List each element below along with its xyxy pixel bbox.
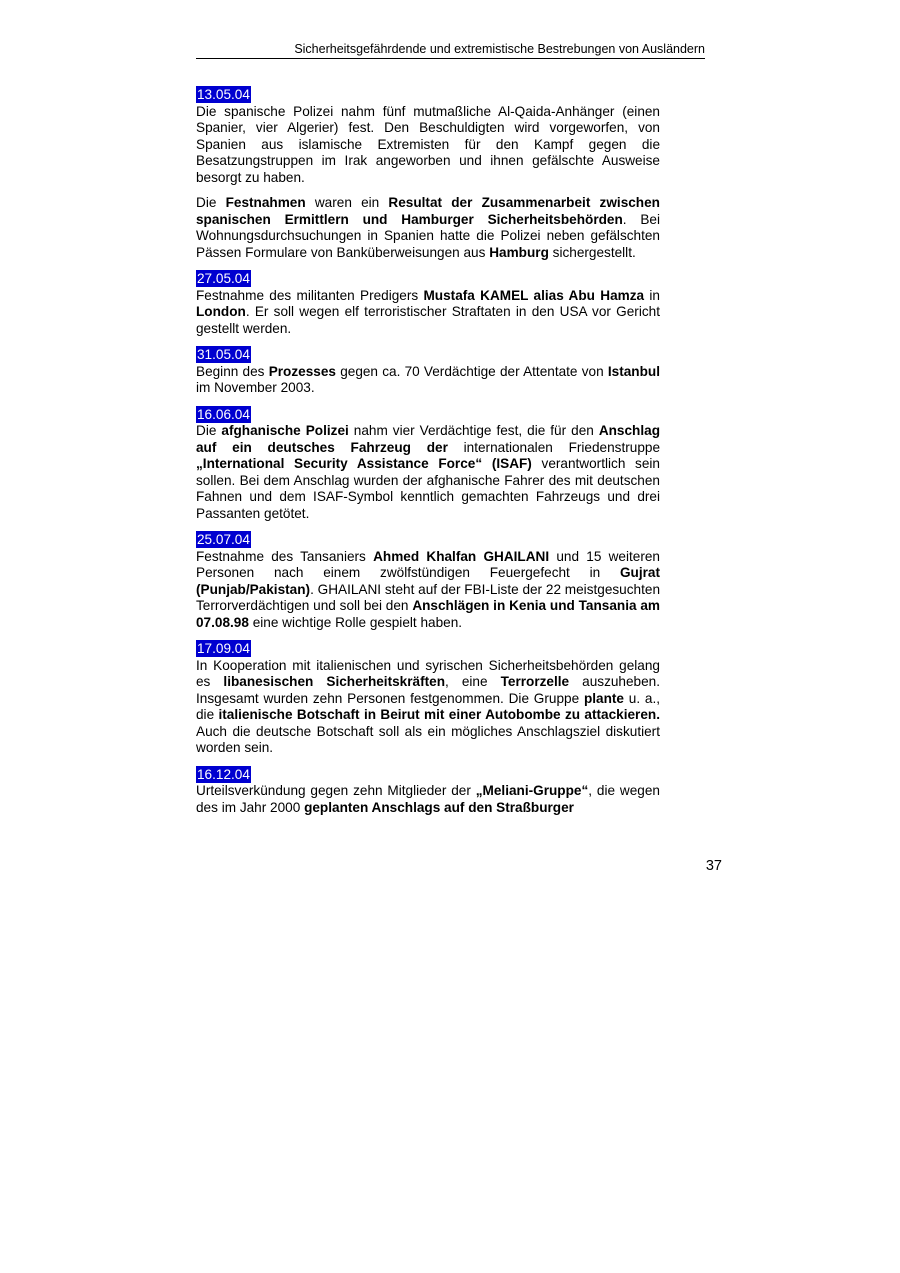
paragraph: Die afghanische Polizei nahm vier Verdächtige fest, die für den Anschlag auf ein deutsches Fahrzeug der internationalen Friedenstruppe „International Security Assistance Force“ (ISAF) verantwortlich sein sollen. Bei dem Anschlag wurden der afghanische Fahrer des mit deutschen Fahnen und dem ISAF-Symbol kenntlich gemachten Fahrzeugs und drei Passanten getötet. (196, 423, 661, 521)
running-header: Sicherheitsgefährdende und extremistische Bestrebungen von Ausländern (294, 42, 705, 56)
bold-text: Resultat der Zusammenarbeit zwischen spanischen Ermittlern und Hamburger Sicherheitsbehörden (196, 195, 660, 227)
entry-2004-12-16 (196, 766, 660, 817)
bold-text: Prozesses (268, 363, 336, 379)
bold-text: London (196, 304, 246, 319)
bold-text: plante (583, 690, 624, 706)
paragraph: Festnahme des Tansaniers Ahmed Khalfan GHAILANI und 15 weiteren Personen nach einem zwölfstündigen Feuergefecht in Gujrat (Punjab/Pakistan). GHAILANI steht auf der FBI-Liste der 22 meistgesuchten Terrorverdächtigen und soll bei den Anschlägen in Kenia und Tansania am 07.08.98 eine wichtige Rolle gespielt haben. (196, 548, 661, 630)
bold-text: Gujrat (Punjab/Pakistan) (196, 565, 660, 597)
date-highlight: 17.09.04 (197, 641, 250, 656)
date-highlight: 27.05.04 (197, 271, 250, 286)
entry-2004-07-25 (196, 531, 660, 631)
bold-text: Terrorzelle (500, 674, 570, 689)
entry-2004-05-13 (196, 86, 660, 261)
bold-text: Hamburg (489, 244, 549, 260)
date-highlight: 13.05.04 (197, 87, 250, 102)
paragraph: Die spanische Polizei nahm fünf mutmaßliche Al-Qaida-Anhänger (einen Spanier, vier Algerier) fest. Den Beschuldigten wird vorgeworfen, von Spanien aus islamische Extremisten für den Kampf gegen die Besatzungstruppen im Irak angeworben und ihnen gefälschte Ausweise besorgt zu haben. (196, 103, 660, 185)
bold-text: Anschlägen in Kenia und Tansania am 07.08.98 (196, 598, 661, 630)
bold-text: libanesischen Sicherheitskräften (223, 674, 445, 689)
chronology (196, 86, 660, 825)
date-highlight: 25.07.04 (197, 532, 250, 547)
bold-text: „Meliani-Gruppe“ (475, 783, 589, 798)
entry-2004-09-17 (196, 640, 660, 757)
entry-2004-05-27 (196, 270, 660, 337)
bold-text: afghanische Polizei (221, 423, 349, 438)
paragraph: Die Festnahmen waren ein Resultat der Zusammenarbeit zwischen spanischen Ermittlern und Hamburger Sicherheitsbehörden. Bei Wohnungsdurchsuchungen in Spanien hatte die Polizei neben gefälschten Pässen Formulare von Banküberweisungen aus Hamburg sichergestellt. (196, 195, 661, 260)
entry-2004-05-31 (196, 346, 660, 397)
bold-text: italienische Botschaft in Beirut mit einer Autobombe zu attackieren. (218, 707, 660, 722)
bold-text: Ahmed Khalfan GHAILANI (373, 548, 550, 564)
paragraph: Urteilsverkündung gegen zehn Mitglieder der „Meliani-Gruppe“, die wegen des im Jahr 2000 geplanten Anschlags auf den Straßburger (196, 783, 660, 815)
bold-text: geplanten Anschlags auf den Straßburger (304, 799, 574, 815)
bold-text: Anschlag auf ein deutsches Fahrzeug der (196, 423, 660, 455)
paragraph: Festnahme des militanten Predigers Mustafa KAMEL alias Abu Hamza in London. Er soll wegen elf terroristischer Straftaten in den USA vor Gericht gestellt werden. (196, 287, 660, 336)
page-number: 37 (705, 858, 722, 874)
date-highlight: 16.06.04 (197, 406, 250, 422)
paragraph: Beginn des Prozesses gegen ca. 70 Verdächtige der Attentate von Istanbul im November 2003. (196, 363, 660, 395)
date-highlight: 16.12.04 (197, 766, 250, 782)
paragraph: In Kooperation mit italienischen und syrischen Sicherheitsbehörden gelang es libanesischen Sicherheitskräften, eine Terrorzelle auszuheben. Insgesamt wurden zehn Personen festgenommen. Die Gruppe plante u. a., die italienische Botschaft in Beirut mit einer Autobombe zu attackieren. Auch die deutsche Botschaft soll als ein mögliches Anschlagsziel diskutiert worden sein. (196, 657, 661, 755)
bold-text: Mustafa KAMEL alias Abu Hamza (423, 287, 645, 303)
header-rule (196, 58, 705, 59)
bold-text: Istanbul (607, 363, 660, 379)
entry-2004-06-16 (196, 406, 660, 523)
date-highlight: 31.05.04 (197, 347, 250, 362)
bold-text: Festnahmen (225, 195, 306, 210)
bold-text: „International Security Assistance Force“ (ISAF) (196, 456, 532, 471)
